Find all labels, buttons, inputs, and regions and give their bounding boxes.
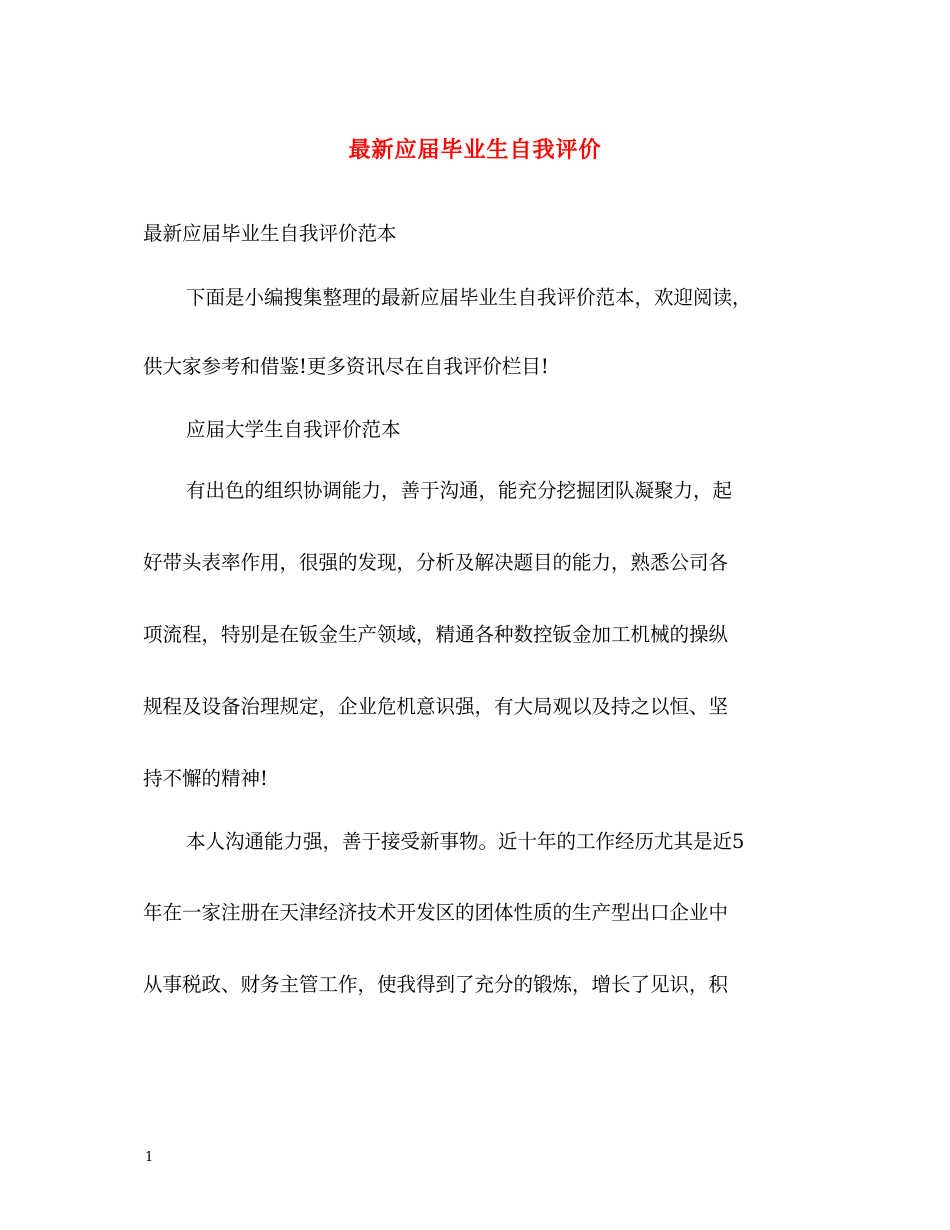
- document-title: 最新应届毕业生自我评价: [348, 137, 602, 163]
- paragraph-line: 项流程，特别是在钣金生产领域，精通各种数控钣金加工机械的操纵: [143, 623, 729, 646]
- paragraph-line: 好带头表率作用，很强的发现，分析及解决题目的能力，熟悉公司各: [143, 551, 729, 574]
- paragraph-line: 下面是小编搜集整理的最新应届毕业生自我评价范本，欢迎阅读，: [186, 286, 752, 309]
- paragraph-line: 有出色的组织协调能力，善于沟通，能充分挖掘团队凝聚力，起: [186, 479, 733, 502]
- paragraph-line: 年在一家注册在天津经济技术开发区的团体性质的生产型出口企业中: [143, 901, 729, 924]
- subtitle-line: 最新应届毕业生自我评价范本: [143, 222, 397, 245]
- paragraph-line: 规程及设备治理规定，企业危机意识强，有大局观以及持之以恒、坚: [143, 695, 729, 718]
- paragraph-line: 从事税政、财务主管工作，使我得到了充分的锻炼，增长了见识，积: [143, 973, 729, 996]
- paragraph-line: 本人沟通能力强，善于接受新事物。近十年的工作经历尤其是近5: [186, 830, 745, 853]
- paragraph-line: 持不懈的精神!: [143, 767, 268, 790]
- section-heading-line: 应届大学生自我评价范本: [186, 418, 401, 441]
- page-number: 1: [145, 1150, 154, 1165]
- paragraph-line: 供大家参考和借鉴!更多资讯尽在自我评价栏目!: [143, 355, 549, 378]
